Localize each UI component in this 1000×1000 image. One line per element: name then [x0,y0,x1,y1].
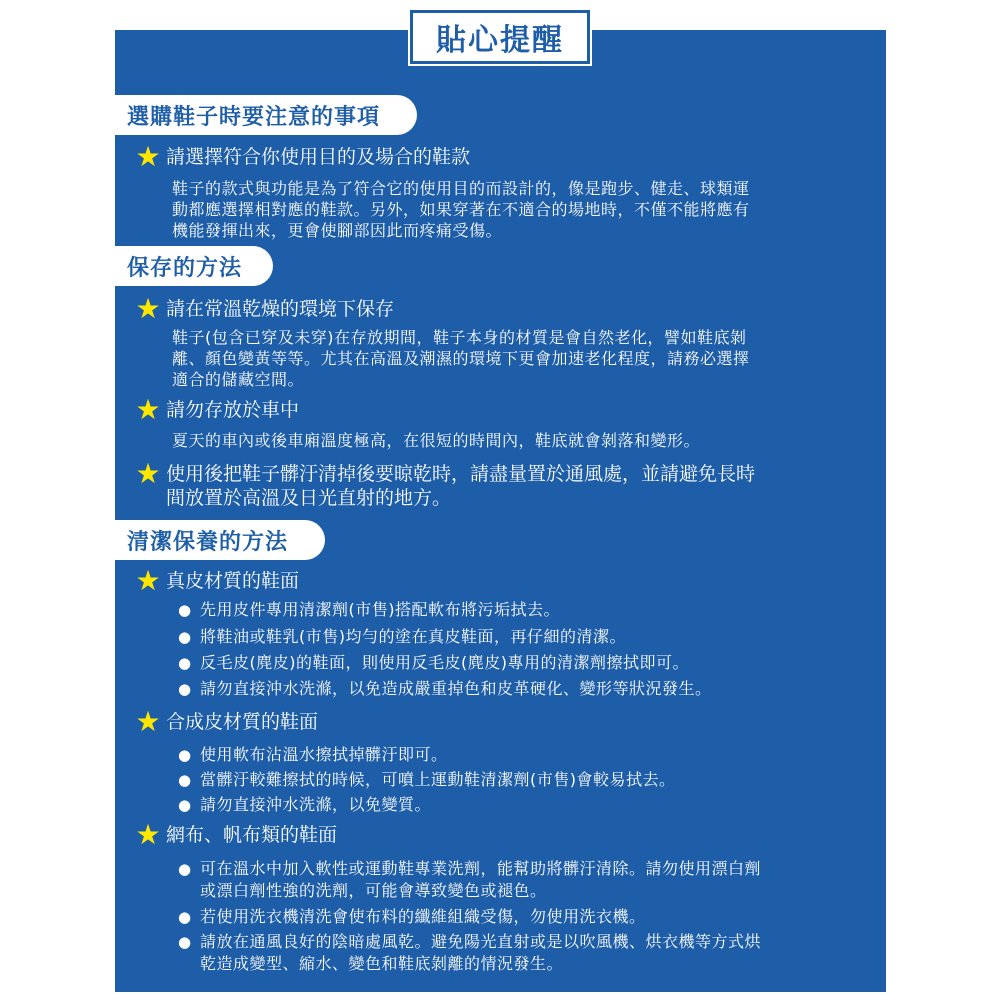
bullet-dot-icon: ● [178,680,192,698]
item-description: 鞋子的款式與功能是為了符合它的使用目的而設計的，像是跑步、健走、球類運 動都應選擇相對應的鞋款。另外，如果穿著在不適合的場地時，不僅不能將應有 機能發揮出來，更會使腳部因此而疼痛受傷。 [172,179,750,240]
reminder-panel [115,30,886,992]
list-item: ● 反毛皮(麂皮)的鞋面，則使用反毛皮(麂皮)專用的清潔劑擦拭即可。 [178,653,689,672]
star-icon: ★ [135,457,161,490]
star-icon: ★ [135,818,161,851]
section-label-storage: 保存的方法 [115,246,273,286]
list-item: ● 當髒汙較難擦拭的時候，可噴上運動鞋清潔劑(市售)會較易拭去。 [178,770,676,789]
page-title: 貼心提醒 [410,10,590,64]
section-label-cleaning: 清潔保養的方法 [115,520,325,560]
item-heading: ★ 真皮材質的鞋面 [130,569,299,593]
bullet-dot-icon: ● [178,860,192,878]
bullet-dot-icon: ● [178,601,192,619]
list-item: ● 請放在通風良好的陰暗處風乾。避免陽光直射或是以吹風機、烘衣機等方式烘 乾造成變型、縮水、變色和鞋底剝離的情況發生。 [178,932,762,973]
list-item: ● 請勿直接沖水洗滌，以免造成嚴重掉色和皮革硬化、變形等狀況發生。 [178,679,712,698]
star-icon: ★ [135,564,161,597]
star-icon: ★ [135,140,161,173]
bullet-dot-icon: ● [178,908,192,926]
bullet-dot-icon: ● [178,933,192,951]
item-heading: ★ 使用後把鞋子髒汙清掉後要晾乾時，請盡量置於通風處，並請避免長時 間放置於高溫及日光直射的地方。 [130,462,755,510]
star-icon: ★ [135,292,161,325]
item-description: 夏天的車內或後車廂溫度極高，在很短的時間內，鞋底就會剝落和變形。 [172,431,701,450]
bullet-dot-icon: ● [178,746,192,764]
item-heading: ★ 網布、帆布類的鞋面 [130,823,337,847]
list-item: ● 使用軟布沾溫水擦拭掉髒汙即可。 [178,745,448,764]
list-item: ● 可在溫水中加入軟性或運動鞋專業洗劑，能幫助將髒汙清除。請勿使用漂白劑 或漂白劑性強的洗劑，可能會導致變色或褪色。 [178,859,762,900]
bullet-dot-icon: ● [178,654,192,672]
star-icon: ★ [135,705,161,738]
bullet-dot-icon: ● [178,628,192,646]
item-description: 鞋子(包含已穿及未穿)在存放期間，鞋子本身的材質是會自然老化，譬如鞋底剝 離、顏色變黃等等。尤其在高溫及潮濕的環境下更會加速老化程度，請務必選擇 適合的儲藏空間。 [172,328,750,389]
item-heading: ★ 請勿存放於車中 [130,398,299,422]
list-item: ● 先用皮件專用清潔劑(市售)搭配軟布將污垢拭去。 [178,600,560,619]
bullet-dot-icon: ● [178,796,192,814]
list-item: ● 請勿直接沖水洗滌，以免變質。 [178,795,432,814]
bullet-dot-icon: ● [178,771,192,789]
item-heading: ★ 合成皮材質的鞋面 [130,710,318,734]
list-item: ● 若使用洗衣機清洗會使布料的纖維組織受傷，勿使用洗衣機。 [178,907,646,926]
item-heading: ★ 請選擇符合你使用目的及場合的鞋款 [130,145,470,169]
item-heading: ★ 請在常溫乾燥的環境下保存 [130,297,394,321]
section-label-shoe-buying: 選購鞋子時要注意的事項 [115,95,417,135]
list-item: ● 將鞋油或鞋乳(市售)均勻的塗在真皮鞋面，再仔細的清潔。 [178,627,626,646]
star-icon: ★ [135,393,161,426]
